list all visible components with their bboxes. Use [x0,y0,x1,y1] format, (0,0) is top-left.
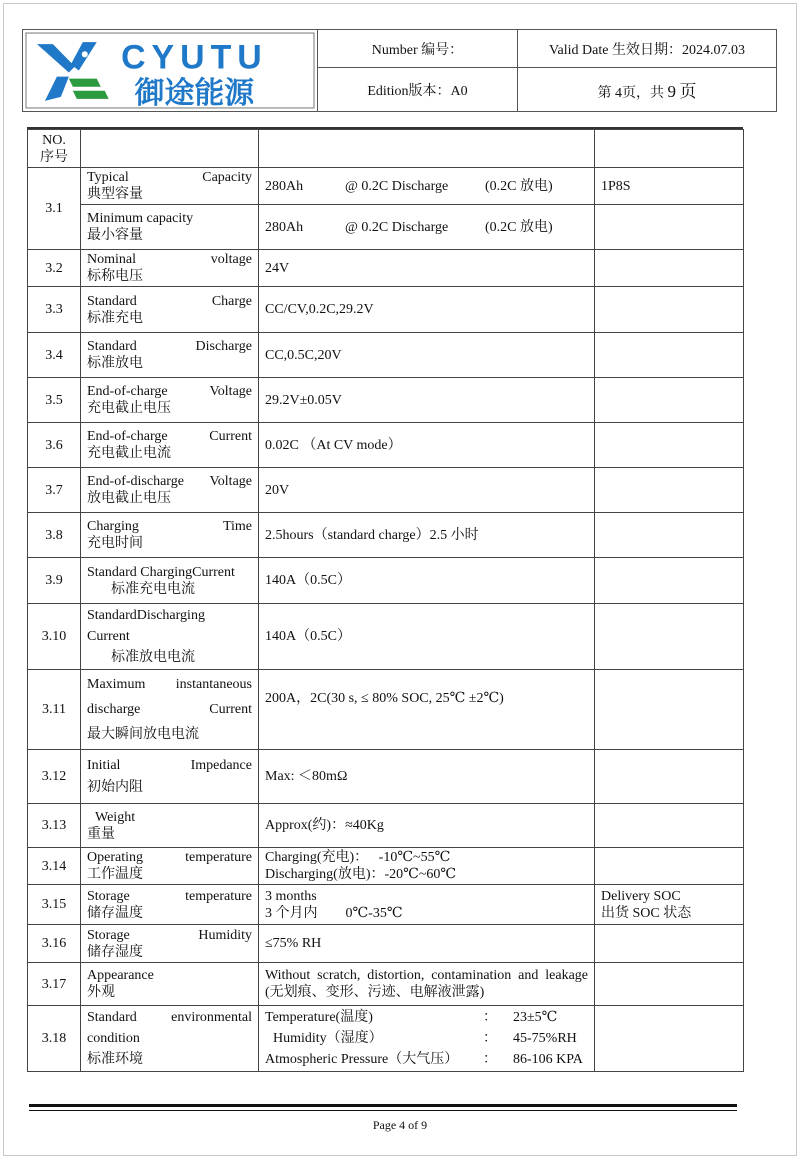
row-name [81,670,259,750]
row-no: 3.3 [28,287,81,333]
row-no: 3.17 [28,963,81,1006]
name-part: Operating [87,850,143,865]
name-cn: 标准充电电流 [111,581,195,597]
name-part: Standard [87,293,137,309]
name-part: Minimum capacity [87,211,194,226]
value-part: (0.2C 放电) [485,178,553,194]
table-row [28,848,744,885]
row-no: 3.1 [28,168,81,250]
name-part: End-of-charge [87,429,168,444]
name-part: Storage [87,927,130,943]
row-remark [595,963,744,1006]
env-value: 45-75%RH [513,1031,577,1046]
name-part: Standard [87,1010,137,1025]
name-cn: 标称电压 [87,269,143,284]
value-line: 3 个月内 0℃-35℃ [265,905,403,921]
name-cn: 放电截止电压 [87,491,171,506]
name-cn: 充电截止电压 [87,401,171,416]
row-name [81,250,259,287]
env-item [265,1028,588,1049]
row-no: 3.12 [28,750,81,804]
name-cn: 储存温度 [87,905,143,921]
row-no: 3.15 [28,885,81,925]
env-label: Atmospheric Pressure（大气压） [265,1052,459,1067]
name-cn: 重量 [87,826,115,842]
footer-rule-thin [29,1110,737,1111]
env-item [265,1007,588,1028]
row-no: 3.6 [28,423,81,468]
table-row [28,378,744,423]
name-part: Initial [87,757,121,773]
value-line: Charging(充电)： -10℃~55℃ [265,850,451,865]
table-row [28,205,744,250]
row-name [81,804,259,848]
row-value [259,205,595,250]
name-cn: 最大瞬间放电电流 [87,727,199,742]
row-value: 29.2V±0.05V [259,378,595,423]
logo-text-cn: 御途能源 [134,75,255,111]
number-cell: Number 编号： [318,30,518,68]
head-name-cell [81,130,259,168]
row-remark [595,1006,744,1072]
env-colon: ： [483,1052,497,1067]
name-part: Typical [87,170,129,185]
remark-line: 出货 SOC 状态 [601,905,692,921]
table-row [28,423,744,468]
row-remark [595,848,744,885]
name-part: Capacity [202,170,252,185]
edition-cell: Edition版本：A0 [318,68,518,112]
row-name [81,513,259,558]
row-remark [595,287,744,333]
name-part: instantaneous [175,677,252,692]
page-suffix: 页 [679,82,697,101]
row-remark [595,378,744,423]
row-no: 3.4 [28,333,81,378]
row-value: 20V [259,468,595,513]
name-cn: 最小容量 [87,228,143,243]
row-value: ≤75% RH [259,925,595,963]
logo-cell [23,30,318,112]
footer-rule-thick [29,1104,737,1107]
name-part: Impedance [190,757,252,773]
document-header [22,29,777,112]
row-no: 3.11 [28,670,81,750]
name-part: Current [209,702,252,717]
name-part: environmental [171,1010,252,1025]
name-part: End-of-discharge [87,474,184,489]
row-remark [595,925,744,963]
row-name [81,468,259,513]
row-name [81,378,259,423]
row-no: 3.7 [28,468,81,513]
name-part: Maximum [87,677,146,692]
page-prefix: 第 4页，共 [597,86,664,101]
row-value: Approx(约)：≈40Kg [259,804,595,848]
row-value [259,1006,595,1072]
row-value: Max: ＜80mΩ [259,750,595,804]
row-value: CC/CV,0.2C,29.2V [259,287,595,333]
name-cn: 外观 [87,985,115,1000]
row-name [81,885,259,925]
row-value: 2.5hours（standard charge）2.5 小时 [259,513,595,558]
row-value: 200A，2C(30 s, ≤ 80% SOC, 25℃ ±2℃) [259,670,595,750]
env-colon: ： [483,1031,497,1046]
remark-line: Delivery SOC [601,888,681,904]
table-head-row [28,130,744,168]
row-remark [595,513,744,558]
row-no: 3.16 [28,925,81,963]
row-remark [595,250,744,287]
row-remark [595,885,744,925]
head-no-cell [28,130,81,168]
row-name [81,925,259,963]
row-name [81,423,259,468]
row-name [81,205,259,250]
row-value: 24V [259,250,595,287]
row-remark [595,558,744,604]
row-name [81,848,259,885]
env-value: 23±5℃ [513,1010,558,1025]
name-part: Time [222,519,252,534]
name-part: Weight [95,809,136,825]
table-row [28,750,744,804]
head-value-cell [259,130,595,168]
name-part: Voltage [209,474,252,489]
row-no: 3.5 [28,378,81,423]
name-part: StandardDischarging [87,608,205,623]
env-colon: ： [483,1010,497,1025]
table-row [28,885,744,925]
table-row [28,468,744,513]
table-row [28,168,744,205]
row-no: 3.13 [28,804,81,848]
name-cn: 标准环境 [87,1052,143,1067]
name-part: Nominal [87,252,136,267]
row-name [81,287,259,333]
row-remark [595,750,744,804]
row-no: 3.18 [28,1006,81,1072]
row-value: 0.02C （At CV mode） [259,423,595,468]
name-part: Appearance [87,968,154,983]
table-row [28,963,744,1006]
name-cn: 标准放电电流 [111,650,195,665]
row-name [81,333,259,378]
row-remark [595,604,744,670]
company-logo [23,30,317,111]
footer-page-number: Page 4 of 9 [372,1118,428,1132]
table-row [28,670,744,750]
name-cn: 标准放电 [87,356,143,371]
row-name [81,168,259,205]
value-part: 280Ah [265,219,304,235]
row-value [259,848,595,885]
name-part: Humidity [198,927,252,943]
name-part: voltage [210,252,252,267]
name-part: Current [87,629,130,644]
table-row [28,604,744,670]
name-part: Standard ChargingCurrent [87,564,235,580]
page-of-cell [518,68,777,112]
row-no: 3.10 [28,604,81,670]
row-name [81,1006,259,1072]
head-remark-cell [595,130,744,168]
name-cn: 标准充电 [87,310,143,326]
row-value [259,168,595,205]
name-cn: 储存湿度 [87,944,143,960]
name-part: Discharge [195,339,252,354]
row-value: 140A（0.5C） [259,604,595,670]
table-row [28,333,744,378]
row-remark [595,468,744,513]
name-part: Standard [87,339,137,354]
row-remark [595,205,744,250]
value-part: @ 0.2C Discharge [345,178,449,194]
name-cn: 工作温度 [87,867,143,882]
row-name [81,963,259,1006]
name-part: End-of-charge [87,384,168,399]
row-value: 140A（0.5C） [259,558,595,604]
value-part: 280Ah [265,178,304,194]
head-no-cn: 序号 [40,149,68,165]
row-remark [595,670,744,750]
row-remark [595,423,744,468]
row-no: 3.9 [28,558,81,604]
logo-text-en: CYUTU [121,38,268,77]
name-part: condition [87,1031,140,1046]
page-total: 9 [667,82,676,101]
value-line: 3 months [265,888,317,904]
table-row [28,1006,744,1072]
table-row [28,558,744,604]
table-row [28,925,744,963]
name-part: temperature [185,888,252,904]
row-value: CC,0.5C,20V [259,333,595,378]
row-no: 3.8 [28,513,81,558]
row-name [81,558,259,604]
name-part: Current [209,429,252,444]
row-no: 3.14 [28,848,81,885]
name-part: discharge [87,702,141,717]
name-part: Voltage [209,384,252,399]
env-label: Humidity（湿度） [273,1031,383,1046]
name-part: Charge [211,293,252,309]
name-part: temperature [185,850,252,865]
row-remark [595,333,744,378]
table-row [28,250,744,287]
name-cn: 充电截止电流 [87,446,171,461]
row-value: Without scratch, distortion, contamination and leakage (无划痕、变形、污迹、电解液泄露) [259,963,595,1006]
valid-date-cell: Valid Date 生效日期：2024.07.03 [518,30,777,68]
row-value [259,885,595,925]
spec-table [27,129,744,1072]
name-cn: 典型容量 [87,187,143,202]
table-row [28,513,744,558]
row-name [81,604,259,670]
head-no-en: NO. [42,132,66,148]
name-part: Charging [87,519,139,534]
env-item [265,1049,588,1070]
name-part: Storage [87,888,130,904]
row-no: 3.2 [28,250,81,287]
row-remark [595,804,744,848]
value-part: (0.2C 放电) [485,219,553,235]
table-row [28,804,744,848]
name-cn: 充电时间 [87,536,143,551]
row-name [81,750,259,804]
value-line: Discharging(放电)：-20℃~60℃ [265,867,457,882]
table-row [28,287,744,333]
row-remark: 1P8S [595,168,744,205]
env-label: Temperature(温度) [265,1010,373,1025]
env-value: 86-106 KPA [513,1052,583,1067]
value-part: @ 0.2C Discharge [345,219,449,235]
name-cn: 初始内阻 [87,779,143,795]
